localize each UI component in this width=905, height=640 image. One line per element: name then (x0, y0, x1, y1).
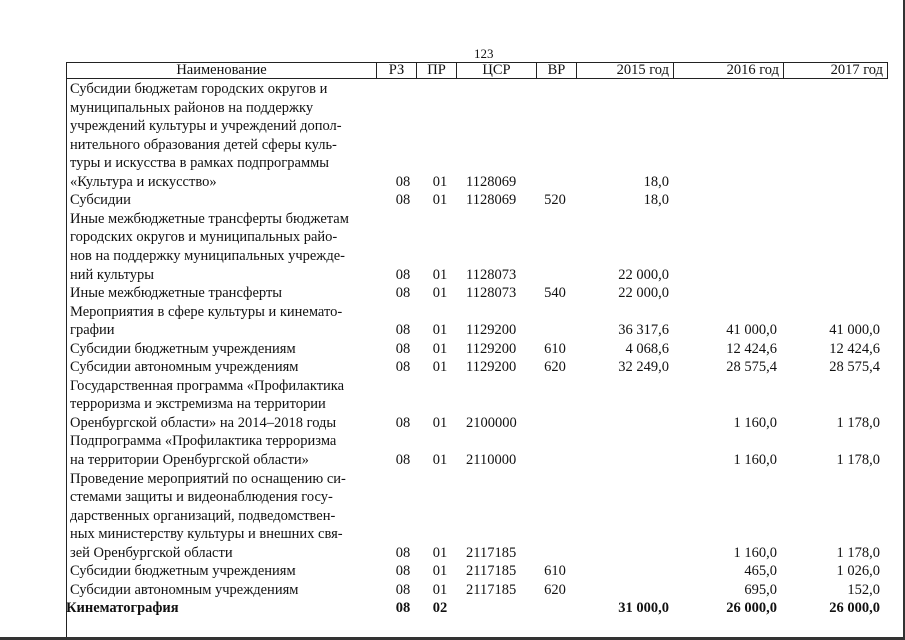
row-name-line: стемами защиты и видеонаблюдения госу- (70, 489, 333, 506)
row-name-line: зей Оренбургской области (70, 544, 233, 561)
cell-csr: 2117185 (466, 544, 517, 561)
cell-2017 (790, 266, 880, 284)
cell-csr: 2117185 (466, 563, 517, 580)
cell-vr (535, 414, 575, 432)
cell-rz: 08 (395, 192, 411, 209)
header-pr: ПР (417, 63, 457, 78)
header-csr: ЦСР (457, 63, 537, 78)
cell-vr: 610 (544, 340, 566, 357)
cell-2015 (580, 451, 669, 469)
cell-2017: 41 000,0 (829, 322, 880, 339)
row-name-line: Проведение мероприятий по оснащению си- (70, 470, 346, 487)
cell-2017: 12 424,6 (829, 340, 880, 357)
cell-csr: 2100000 (466, 414, 517, 431)
row-name-line: Субсидии (70, 192, 131, 209)
cell-pr: 01 (432, 192, 448, 209)
row-name-line: Субсидии автономным учреждениям (70, 359, 299, 376)
cell-vr (535, 599, 575, 617)
header-rz: РЗ (377, 63, 417, 78)
cell-2015: 22 000,0 (618, 285, 669, 302)
cell-2015: 32 249,0 (618, 359, 669, 376)
cell-2017: 26 000,0 (829, 600, 880, 617)
cell-csr: 1128073 (466, 266, 517, 283)
cell-2016: 465,0 (744, 563, 777, 580)
row-name-line: учреждений культуры и учреждений допол- (70, 118, 342, 135)
cell-csr: 1128069 (466, 192, 517, 209)
cell-vr: 610 (544, 563, 566, 580)
row-name-line: Субсидии автономным учреждениям (70, 581, 299, 598)
cell-csr: 2110000 (466, 452, 517, 468)
row-name-line: муниципальных районов на поддержку (70, 99, 314, 116)
cell-2016 (680, 266, 777, 284)
cell-csr (466, 599, 536, 617)
header-2016: 2016 год (674, 63, 784, 78)
cell-rz: 08 (395, 544, 411, 561)
row-name-line: Субсидии бюджетным учреждениям (70, 563, 296, 580)
table-left-rule (66, 62, 67, 640)
row-name-line: графии (70, 322, 115, 339)
row-name-line: Кинематография (66, 600, 179, 617)
row-name-line: терроризма и экстремизма на территории (70, 396, 326, 413)
row-name-line: Иные межбюджетные трансферты (70, 285, 283, 302)
cell-pr: 01 (432, 452, 448, 468)
cell-2015 (580, 581, 669, 599)
cell-2016 (680, 191, 777, 209)
cell-pr: 01 (432, 359, 448, 376)
cell-pr: 01 (432, 322, 448, 339)
row-name-line: «Культура и искусство» (70, 173, 217, 190)
cell-2017: 28 575,4 (829, 359, 880, 376)
row-name-line: Иные межбюджетные трансферты бюджетам (70, 210, 349, 227)
cell-vr (535, 173, 575, 191)
cell-2017 (790, 191, 880, 209)
cell-2016 (680, 173, 777, 191)
cell-pr: 01 (432, 581, 448, 598)
cell-2015 (580, 562, 669, 580)
row-name-line: городских округов и муниципальных райо- (70, 229, 338, 246)
cell-csr: 1129200 (466, 340, 517, 357)
cell-pr: 01 (432, 340, 448, 357)
cell-csr: 2117185 (466, 581, 517, 598)
cell-2015: 18,0 (643, 173, 669, 190)
cell-2016: 1 160,0 (733, 544, 777, 561)
row-name-line: ний культуры (70, 266, 155, 283)
cell-pr: 01 (432, 285, 448, 302)
cell-2015: 22 000,0 (618, 266, 669, 283)
cell-csr: 1128073 (466, 285, 517, 302)
cell-2016: 1 160,0 (733, 452, 777, 468)
row-name-line: Субсидии бюджетам городских округов и (70, 81, 328, 97)
cell-rz: 08 (395, 414, 411, 431)
cell-vr (535, 451, 575, 469)
cell-pr: 01 (432, 544, 448, 561)
cell-rz: 08 (395, 600, 411, 617)
cell-2015 (580, 544, 669, 562)
row-name-line: нительного образования детей сферы куль- (70, 136, 337, 153)
header-vr: ВР (537, 63, 577, 78)
cell-pr: 01 (432, 266, 448, 283)
cell-rz: 08 (395, 340, 411, 357)
cell-rz: 08 (395, 266, 411, 283)
cell-2017: 1 178,0 (836, 414, 880, 431)
cell-2016: 695,0 (744, 581, 777, 598)
row-name-line: туры и искусства в рамках подпрограммы (70, 155, 330, 172)
cell-rz: 08 (395, 563, 411, 580)
cell-2016: 26 000,0 (726, 600, 777, 617)
cell-2015: 31 000,0 (618, 600, 669, 617)
cell-csr: 1129200 (466, 359, 517, 376)
cell-2017: 1 178,0 (836, 544, 880, 561)
cell-2015: 36 317,6 (618, 322, 669, 339)
cell-vr: 620 (544, 581, 566, 598)
cell-pr: 01 (432, 414, 448, 431)
cell-rz: 08 (395, 322, 411, 339)
cell-pr: 01 (432, 173, 448, 190)
row-name-line: Государственная программа «Профилактика (70, 377, 345, 394)
row-name-line: дарственных организаций, подведомствен- (70, 507, 336, 524)
cell-2015: 18,0 (643, 192, 669, 209)
cell-vr: 540 (544, 285, 566, 302)
cell-2017: 1 026,0 (836, 563, 880, 580)
row-name-line: ных министерству культуры и внешних свя- (70, 526, 343, 543)
cell-2016: 1 160,0 (733, 414, 777, 431)
cell-vr (535, 266, 575, 284)
cell-2017 (790, 173, 880, 191)
cell-rz: 08 (395, 285, 411, 302)
cell-csr: 1128069 (466, 173, 517, 190)
cell-pr: 01 (432, 563, 448, 580)
row-name-line: Субсидии бюджетным учреждениям (70, 340, 296, 357)
cell-2017: 1 178,0 (836, 452, 880, 468)
row-name-line: на территории Оренбургской области» (70, 452, 309, 468)
row-name-line: Мероприятия в сфере культуры и кинемато- (70, 303, 343, 320)
cell-rz: 08 (395, 359, 411, 376)
cell-vr (535, 321, 575, 339)
cell-2015: 4 068,6 (625, 340, 669, 357)
row-name-line: Оренбургской области» на 2014–2018 годы (70, 414, 337, 431)
cell-vr: 520 (544, 192, 566, 209)
header-2015: 2015 год (577, 63, 674, 78)
table-header (66, 62, 888, 79)
cell-2017: 152,0 (847, 581, 880, 598)
cell-2015 (580, 414, 669, 432)
cell-pr: 02 (432, 600, 448, 617)
cell-vr (535, 544, 575, 562)
row-name-line: Подпрограмма «Профилактика терроризма (70, 433, 337, 450)
cell-rz: 08 (395, 452, 411, 468)
cell-vr: 620 (544, 359, 566, 376)
cell-2016: 41 000,0 (726, 322, 777, 339)
cell-2016 (680, 284, 777, 302)
cell-rz: 08 (395, 173, 411, 190)
cell-csr: 1129200 (466, 322, 517, 339)
cell-2016: 28 575,4 (726, 359, 777, 376)
cell-2017 (790, 284, 880, 302)
cell-2016: 12 424,6 (726, 340, 777, 357)
page-number: 123 (474, 46, 494, 61)
row-name-line: нов на поддержку муниципальных учрежде- (70, 247, 345, 264)
cell-rz: 08 (395, 581, 411, 598)
header-2017: 2017 год (830, 62, 883, 78)
header-name: Наименование (67, 63, 377, 78)
